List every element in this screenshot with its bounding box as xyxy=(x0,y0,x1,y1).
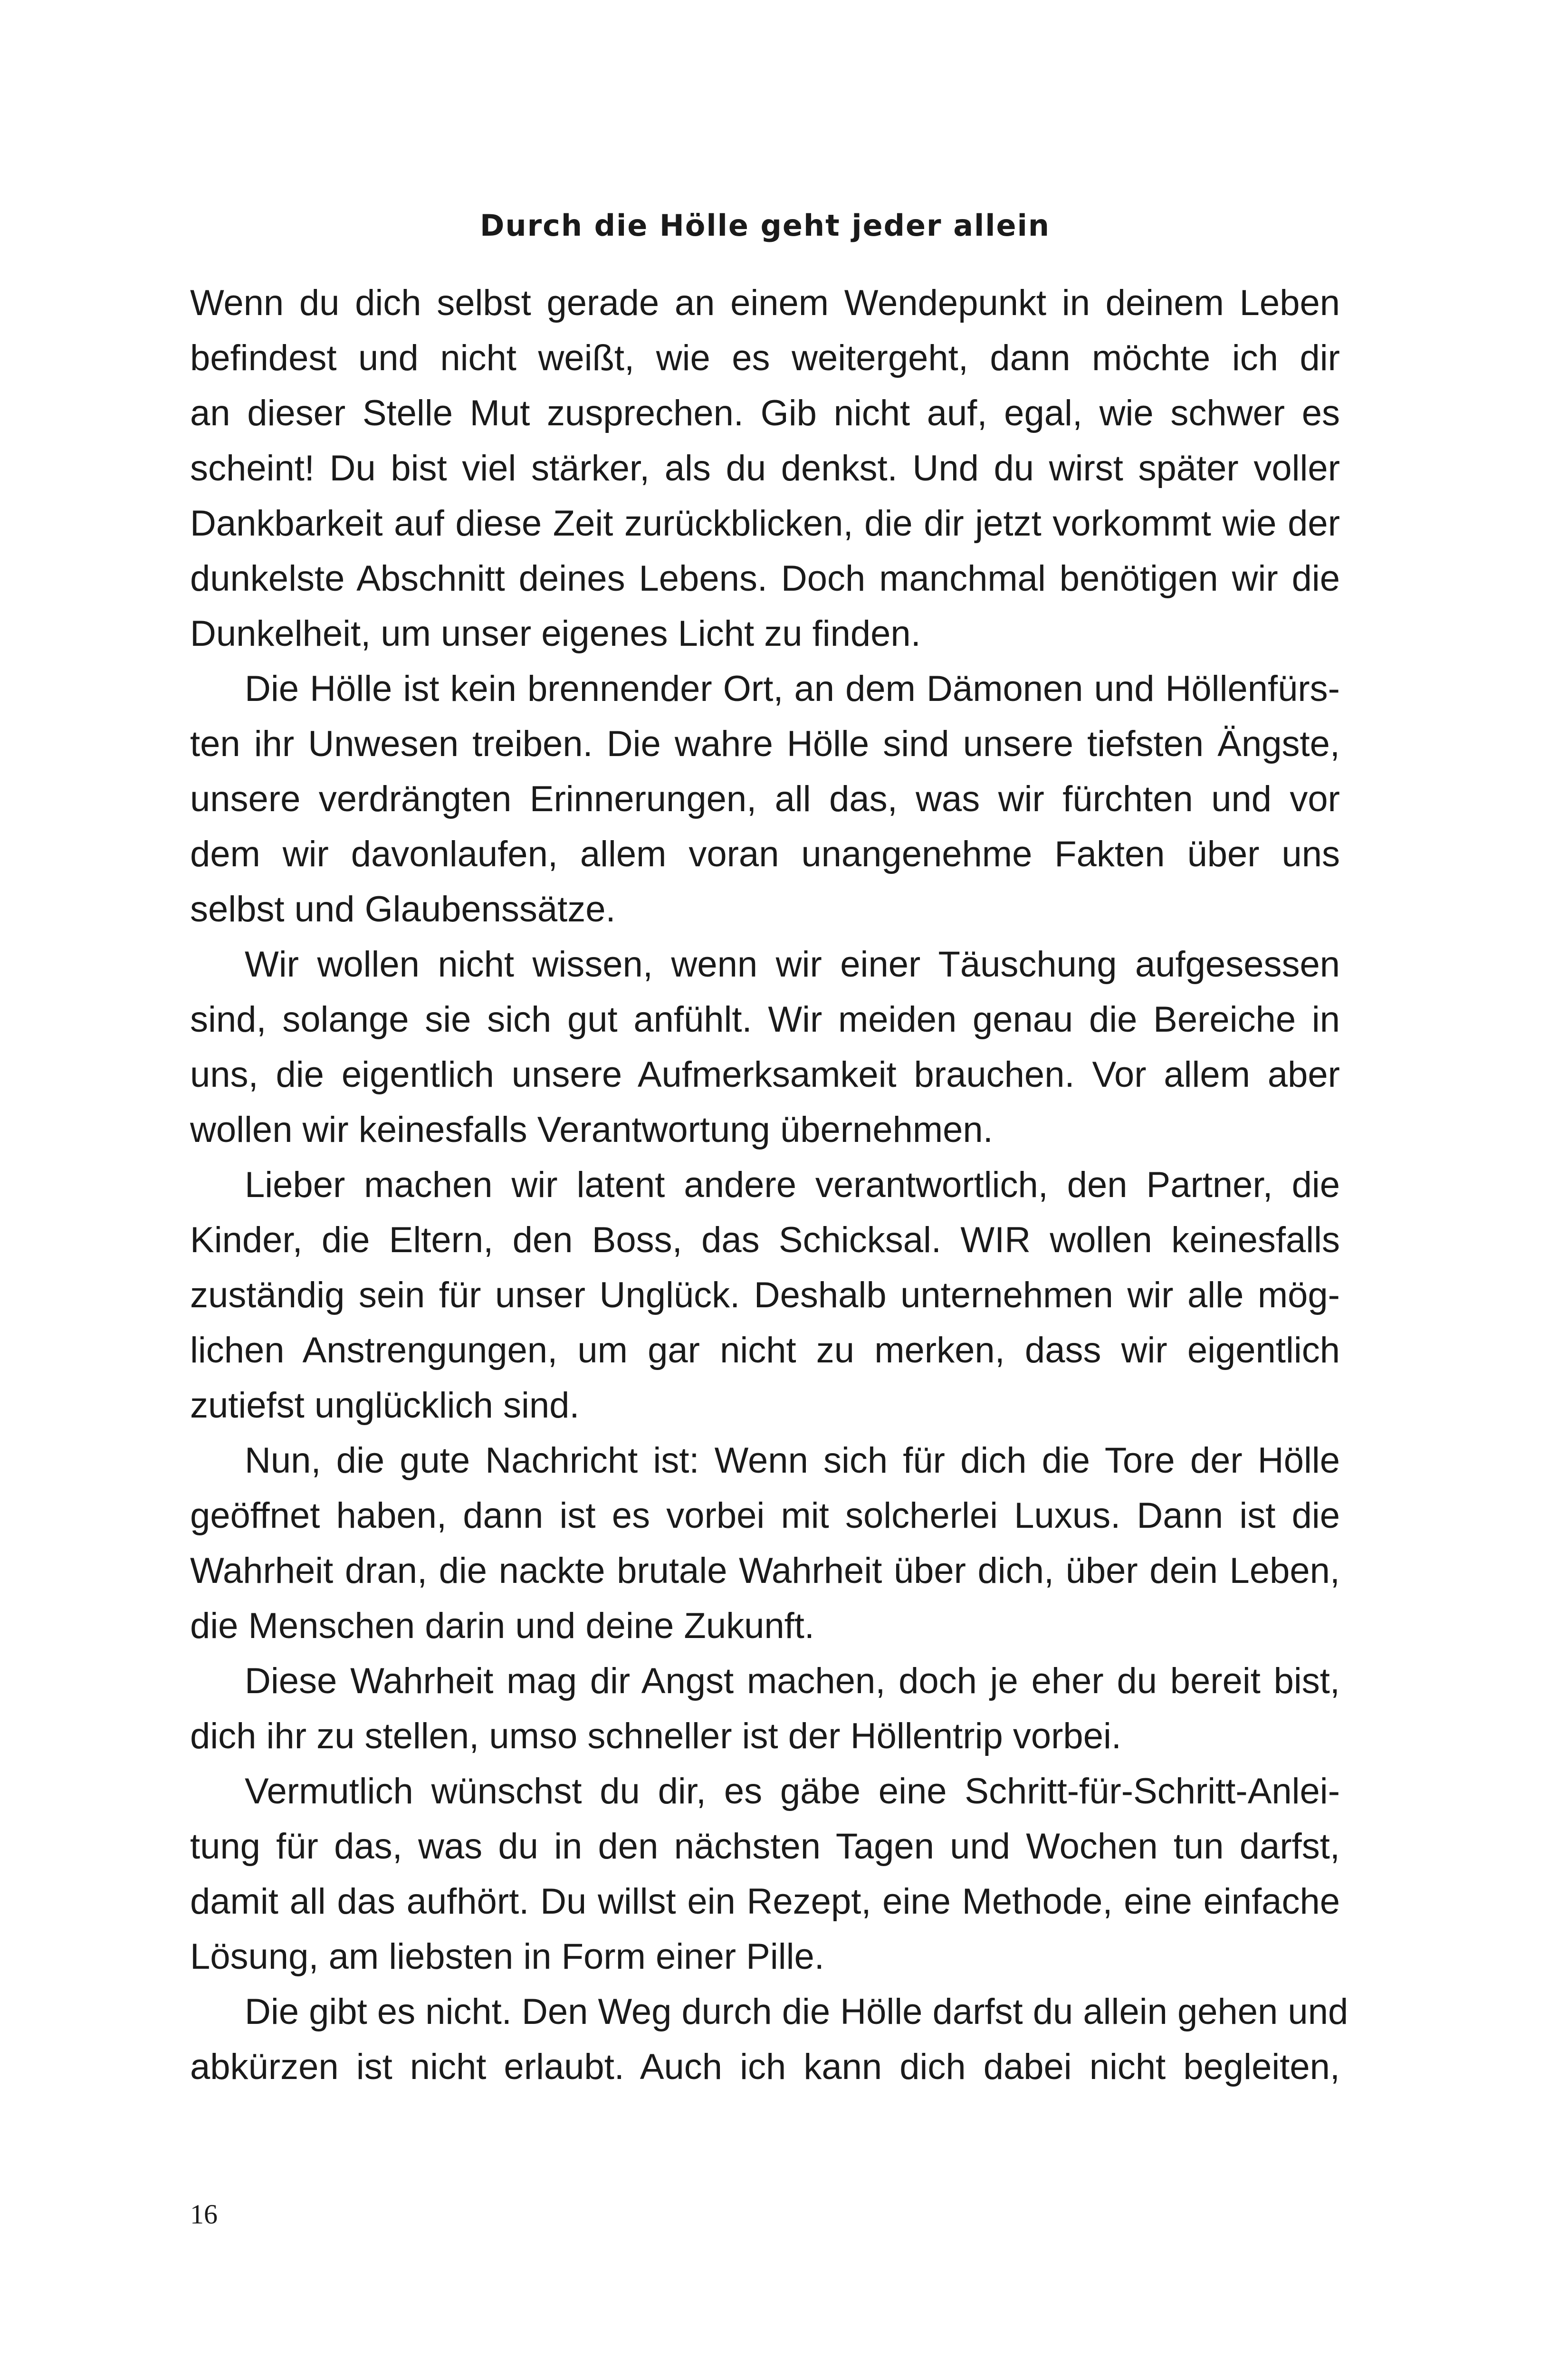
text-line: dunkelste Abschnitt deines Lebens. Doch manchmal benötigen wir die xyxy=(190,558,1340,599)
text-line: Wahrheit dran, die nackte brutale Wahrheit über dich, über dein Leben, xyxy=(190,1551,1340,1591)
text-line: Nun, die gute Nachricht ist: Wenn sich für dich die Tore der Hölle xyxy=(245,1440,1340,1481)
text-line: Dankbarkeit auf diese Zeit zurückblicken, die dir jetzt vorkommt wie der xyxy=(190,503,1340,544)
text-line: Vermutlich wünschst du dir, es gäbe eine Schritt-für-Schritt-Anlei- xyxy=(245,1771,1340,1811)
text-line: geöffnet haben, dann ist es vorbei mit solcherlei Luxus. Dann ist die xyxy=(190,1495,1340,1536)
text-line: unsere verdrängten Erinnerungen, all das, was wir fürchten und vor xyxy=(190,779,1340,819)
text-line: an dieser Stelle Mut zusprechen. Gib nicht auf, egal, wie schwer es xyxy=(190,393,1340,433)
text-line: damit all das aufhört. Du willst ein Rezept, eine Methode, eine einfache xyxy=(190,1881,1340,1922)
text-line: die Menschen darin und deine Zukunft. xyxy=(190,1606,814,1646)
page-number: 16 xyxy=(190,2199,218,2230)
text-line: Wir wollen nicht wissen, wenn wir einer Täuschung aufgesessen xyxy=(245,944,1340,985)
text-line: selbst und Glaubenssätze. xyxy=(190,889,616,929)
chapter-heading: Durch die Hölle geht jeder allein xyxy=(479,208,1050,243)
text-line: abkürzen ist nicht erlaubt. Auch ich kann dich dabei nicht begleiten, xyxy=(190,2047,1340,2087)
text-line: ten ihr Unwesen treiben. Die wahre Hölle sind unsere tiefsten Ängste, xyxy=(190,724,1340,764)
text-line: lichen Anstrengungen, um gar nicht zu merken, dass wir eigentlich xyxy=(190,1330,1340,1370)
text-line: befindest und nicht weißt, wie es weitergeht, dann möchte ich dir xyxy=(190,338,1340,378)
text-line: Wenn du dich selbst gerade an einem Wendepunkt in deinem Leben xyxy=(190,283,1340,323)
text-line: sind, solange sie sich gut anfühlt. Wir meiden genau die Bereiche in xyxy=(190,999,1340,1040)
text-line: zuständig sein für unser Unglück. Deshalb unternehmen wir alle mög- xyxy=(190,1275,1340,1315)
text-line: Die Hölle ist kein brennender Ort, an dem Dämonen und Höllenfürs- xyxy=(245,669,1340,709)
text-line: Lösung, am liebsten in Form einer Pille. xyxy=(190,1936,824,1977)
text-line: Die gibt es nicht. Den Weg durch die Hölle darfst du allein gehen und xyxy=(245,1992,1348,2032)
text-line: scheint! Du bist viel stärker, als du denkst. Und du wirst später voller xyxy=(190,448,1340,489)
text-line: tung für das, was du in den nächsten Tagen und Wochen tun darfst, xyxy=(190,1826,1340,1867)
text-line: Dunkelheit, um unser eigenes Licht zu finden. xyxy=(190,613,921,654)
text-line: wollen wir keinesfalls Verantwortung übernehmen. xyxy=(190,1110,993,1150)
text-line: Lieber machen wir latent andere verantwortlich, den Partner, die xyxy=(245,1165,1340,1205)
text-line: Diese Wahrheit mag dir Angst machen, doch je eher du bereit bist, xyxy=(245,1661,1340,1701)
text-line: Kinder, die Eltern, den Boss, das Schicksal. WIR wollen keinesfalls xyxy=(190,1220,1340,1260)
text-line: uns, die eigentlich unsere Aufmerksamkeit brauchen. Vor allem aber xyxy=(190,1054,1340,1095)
text-line: dem wir davonlaufen, allem voran unangenehme Fakten über uns xyxy=(190,834,1340,874)
text-line: zutiefst unglücklich sind. xyxy=(190,1385,580,1426)
text-line: dich ihr zu stellen, umso schneller ist der Höllentrip vorbei. xyxy=(190,1716,1121,1756)
